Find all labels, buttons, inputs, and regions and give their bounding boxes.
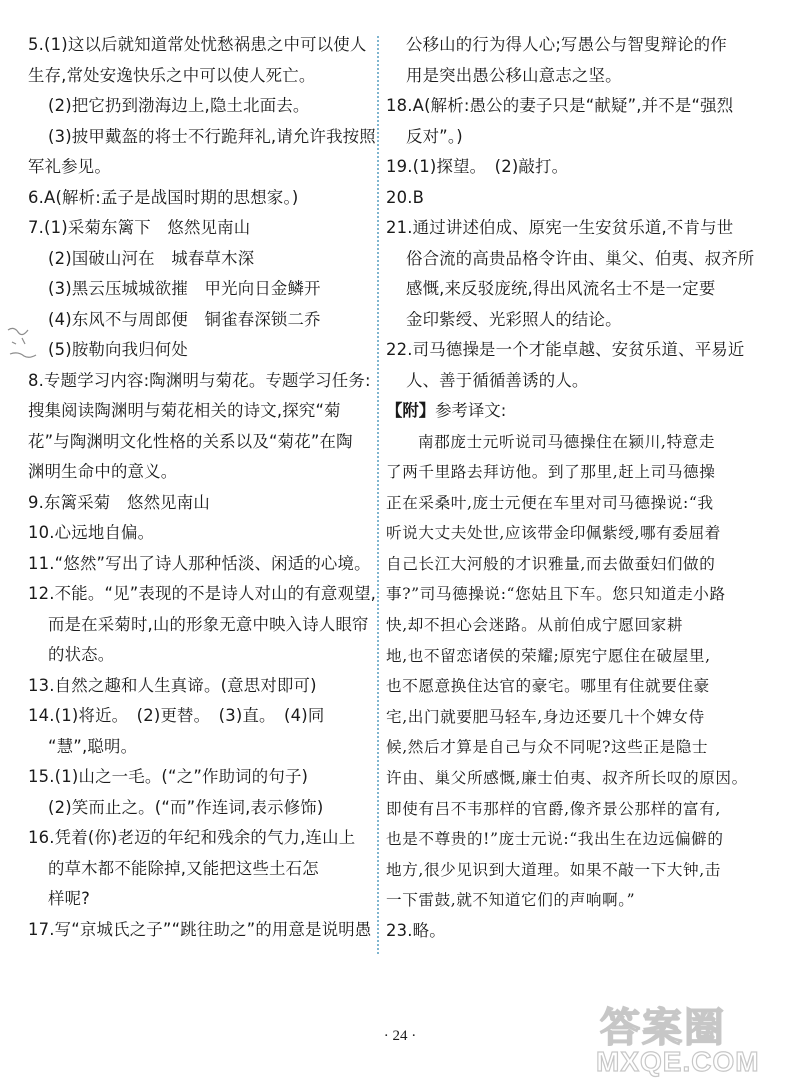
appendix-label: 【附】 — [386, 401, 436, 420]
answer-line: 9.东篱采菊 悠然见南山 — [28, 492, 210, 512]
answer-line: (3)披甲戴盔的将士不行跪拜礼,请允许我按照 — [48, 126, 376, 146]
answer-line: 22.司马德操是一个才能卓越、安贫乐道、平易近 — [386, 340, 745, 359]
right-column — [386, 30, 755, 947]
answer-line: 5.(1)这以后就知道常处忧愁祸患之中可以使人 — [28, 35, 367, 54]
translation-line: 正在采桑叶,庞士元便在车里对司马德操说:“我 — [386, 493, 714, 512]
answer-line: 13.自然之趣和人生真谛。(意思对即可) — [28, 675, 317, 695]
answer-line: 样呢? — [48, 889, 91, 908]
answer-line: 而是在采菊时,山的形象无意中映入诗人眼帘 — [48, 614, 369, 634]
translation-line: 听说大丈夫处世,应该带金印佩紫绶,哪有委屈着 — [386, 524, 721, 543]
answer-line: 公移山的行为得人心;写愚公与智叟辩论的作 — [406, 35, 727, 54]
site-watermark — [596, 996, 792, 1082]
answer-line: 17.写“京城氏之子”“跳往助之”的用意是说明愚 — [28, 919, 372, 939]
watermark-logo: 答案圈 — [600, 1005, 726, 1051]
answer-line: 19.(1)探望。 (2)敲打。 — [386, 157, 569, 176]
answer-line: 16.凭着(你)老迈的年纪和残余的气力,连山上 — [28, 828, 356, 847]
translation-line: 地方,很少见识到大道理。如果不敲一下大钟,击 — [386, 860, 721, 879]
answer-line: (3)黑云压城城欲摧 甲光向日金鳞开 — [48, 279, 321, 298]
translation-line: 即使有吕不韦那样的官爵,像齐景公那样的富有, — [386, 799, 721, 818]
answer-line: 的草木都不能除掉,又能把这些土石怎 — [48, 858, 319, 878]
answer-line: 12.不能。“见”表现的不是诗人对山的有意观望, — [28, 584, 377, 603]
answer-line: 军礼参见。 — [28, 157, 111, 176]
answer-line: (2)笑而止之。(“而”作连词,表示修饰) — [48, 797, 324, 817]
translation-line: 事?”司马德操说:“您姑且下车。您只知道走小路 — [386, 585, 726, 604]
answer-line: 10.心远地自偏。 — [28, 523, 155, 542]
translation-line: 自己长江大河般的才识雅量,而去做蚕妇们做的 — [386, 554, 716, 573]
watermark-url: MXQE.COM — [596, 1046, 760, 1077]
answer-line: (2)把它扔到渤海边上,隐土北面去。 — [48, 96, 310, 115]
page-number: · 24 · — [383, 1028, 417, 1044]
answer-line: 23.略。 — [386, 921, 446, 940]
translation-line: 地,也不留恋诸侯的荣耀;原宪宁愿住在破屋里, — [386, 646, 711, 665]
handwriting-scribble — [4, 318, 48, 368]
answer-line: 15.(1)山之一毛。(“之”作助词的句子) — [28, 767, 309, 786]
answer-line: 用是突出愚公移山意志之坚。 — [406, 65, 622, 85]
answer-line: 6.A(解析:孟子是战国时期的思想家。) — [28, 187, 299, 207]
answer-line: 11.“悠然”写出了诗人那种恬淡、闲适的心境。 — [28, 553, 371, 573]
answer-line: 金印紫绶、光彩照人的结论。 — [406, 309, 622, 329]
translation-line: 也是不尊贵的!”庞士元说:“我出生在边远偏僻的 — [386, 830, 724, 849]
translation-line: 南郡庞士元听说司马德操住在颍川,特意走 — [418, 432, 716, 451]
answer-line: 感慨,来反驳庞统,得出风流名士不是一定要 — [406, 279, 716, 298]
answer-line: 18.A(解析:愚公的妻子只是“献疑”,并不是“强烈 — [386, 96, 734, 115]
translation-line: 一下雷鼓,就不知道它们的声响啊。” — [386, 891, 636, 910]
answer-line: 20.B — [386, 187, 425, 207]
appendix-label-text: 参考译文: — [435, 401, 507, 420]
answer-line: (5)胺勒向我归何处 — [48, 340, 188, 359]
answer-line: 俗合流的高贵品格令许由、巢父、伯夷、叔齐所 — [406, 248, 755, 268]
answer-line: (2)国破山河在 城春草木深 — [48, 248, 255, 268]
answer-line: 搜集阅读陶渊明与菊花相关的诗文,探究“菊 — [28, 401, 341, 420]
column-divider — [377, 36, 379, 954]
translation-line: 也不愿意换住达官的豪宅。哪里有住就要住豪 — [386, 677, 710, 696]
answer-line: 的状态。 — [48, 645, 115, 664]
answer-line: 14.(1)将近。 (2)更替。 (3)直。 (4)同 — [28, 706, 325, 725]
answer-line: 反对”。) — [406, 126, 463, 146]
answer-line: 21.通过讲述伯成、原宪一生安贫乐道,不肯与世 — [386, 218, 734, 237]
answer-line: 8.专题学习内容:陶渊明与菊花。专题学习任务: — [28, 370, 371, 390]
translation-line: 快,却不担心会迷路。从前伯成宁愿回家耕 — [386, 616, 684, 635]
translation-line: 许由、巢父所感慨,廉士伯夷、叔齐所长叹的原因。 — [386, 769, 748, 788]
translation-line: 候,然后才算是自己与众不同呢?这些正是隐士 — [386, 738, 709, 757]
left-column — [28, 30, 377, 945]
answer-line: 7.(1)采菊东篱下 悠然见南山 — [28, 218, 251, 237]
translation-line: 了两千里路去拜访他。到了那里,赶上司马德操 — [386, 463, 716, 482]
translation-block — [386, 427, 752, 917]
appendix-heading — [386, 396, 752, 427]
answer-line: 人、善于循循善诱的人。 — [406, 370, 589, 390]
answer-line: 渊明生命中的意义。 — [28, 462, 178, 481]
answer-line: “慧”,聪明。 — [48, 736, 138, 756]
answer-line: (4)东风不与周郎便 铜雀春深锁二乔 — [48, 309, 321, 329]
translation-line: 宅,出门就要肥马轻车,身边还要几十个婢女侍 — [386, 707, 705, 726]
answer-line: 花”与陶渊明文化性格的关系以及“菊花”在陶 — [28, 431, 353, 451]
answer-line: 生存,常处安逸快乐之中可以使人死亡。 — [28, 65, 316, 85]
